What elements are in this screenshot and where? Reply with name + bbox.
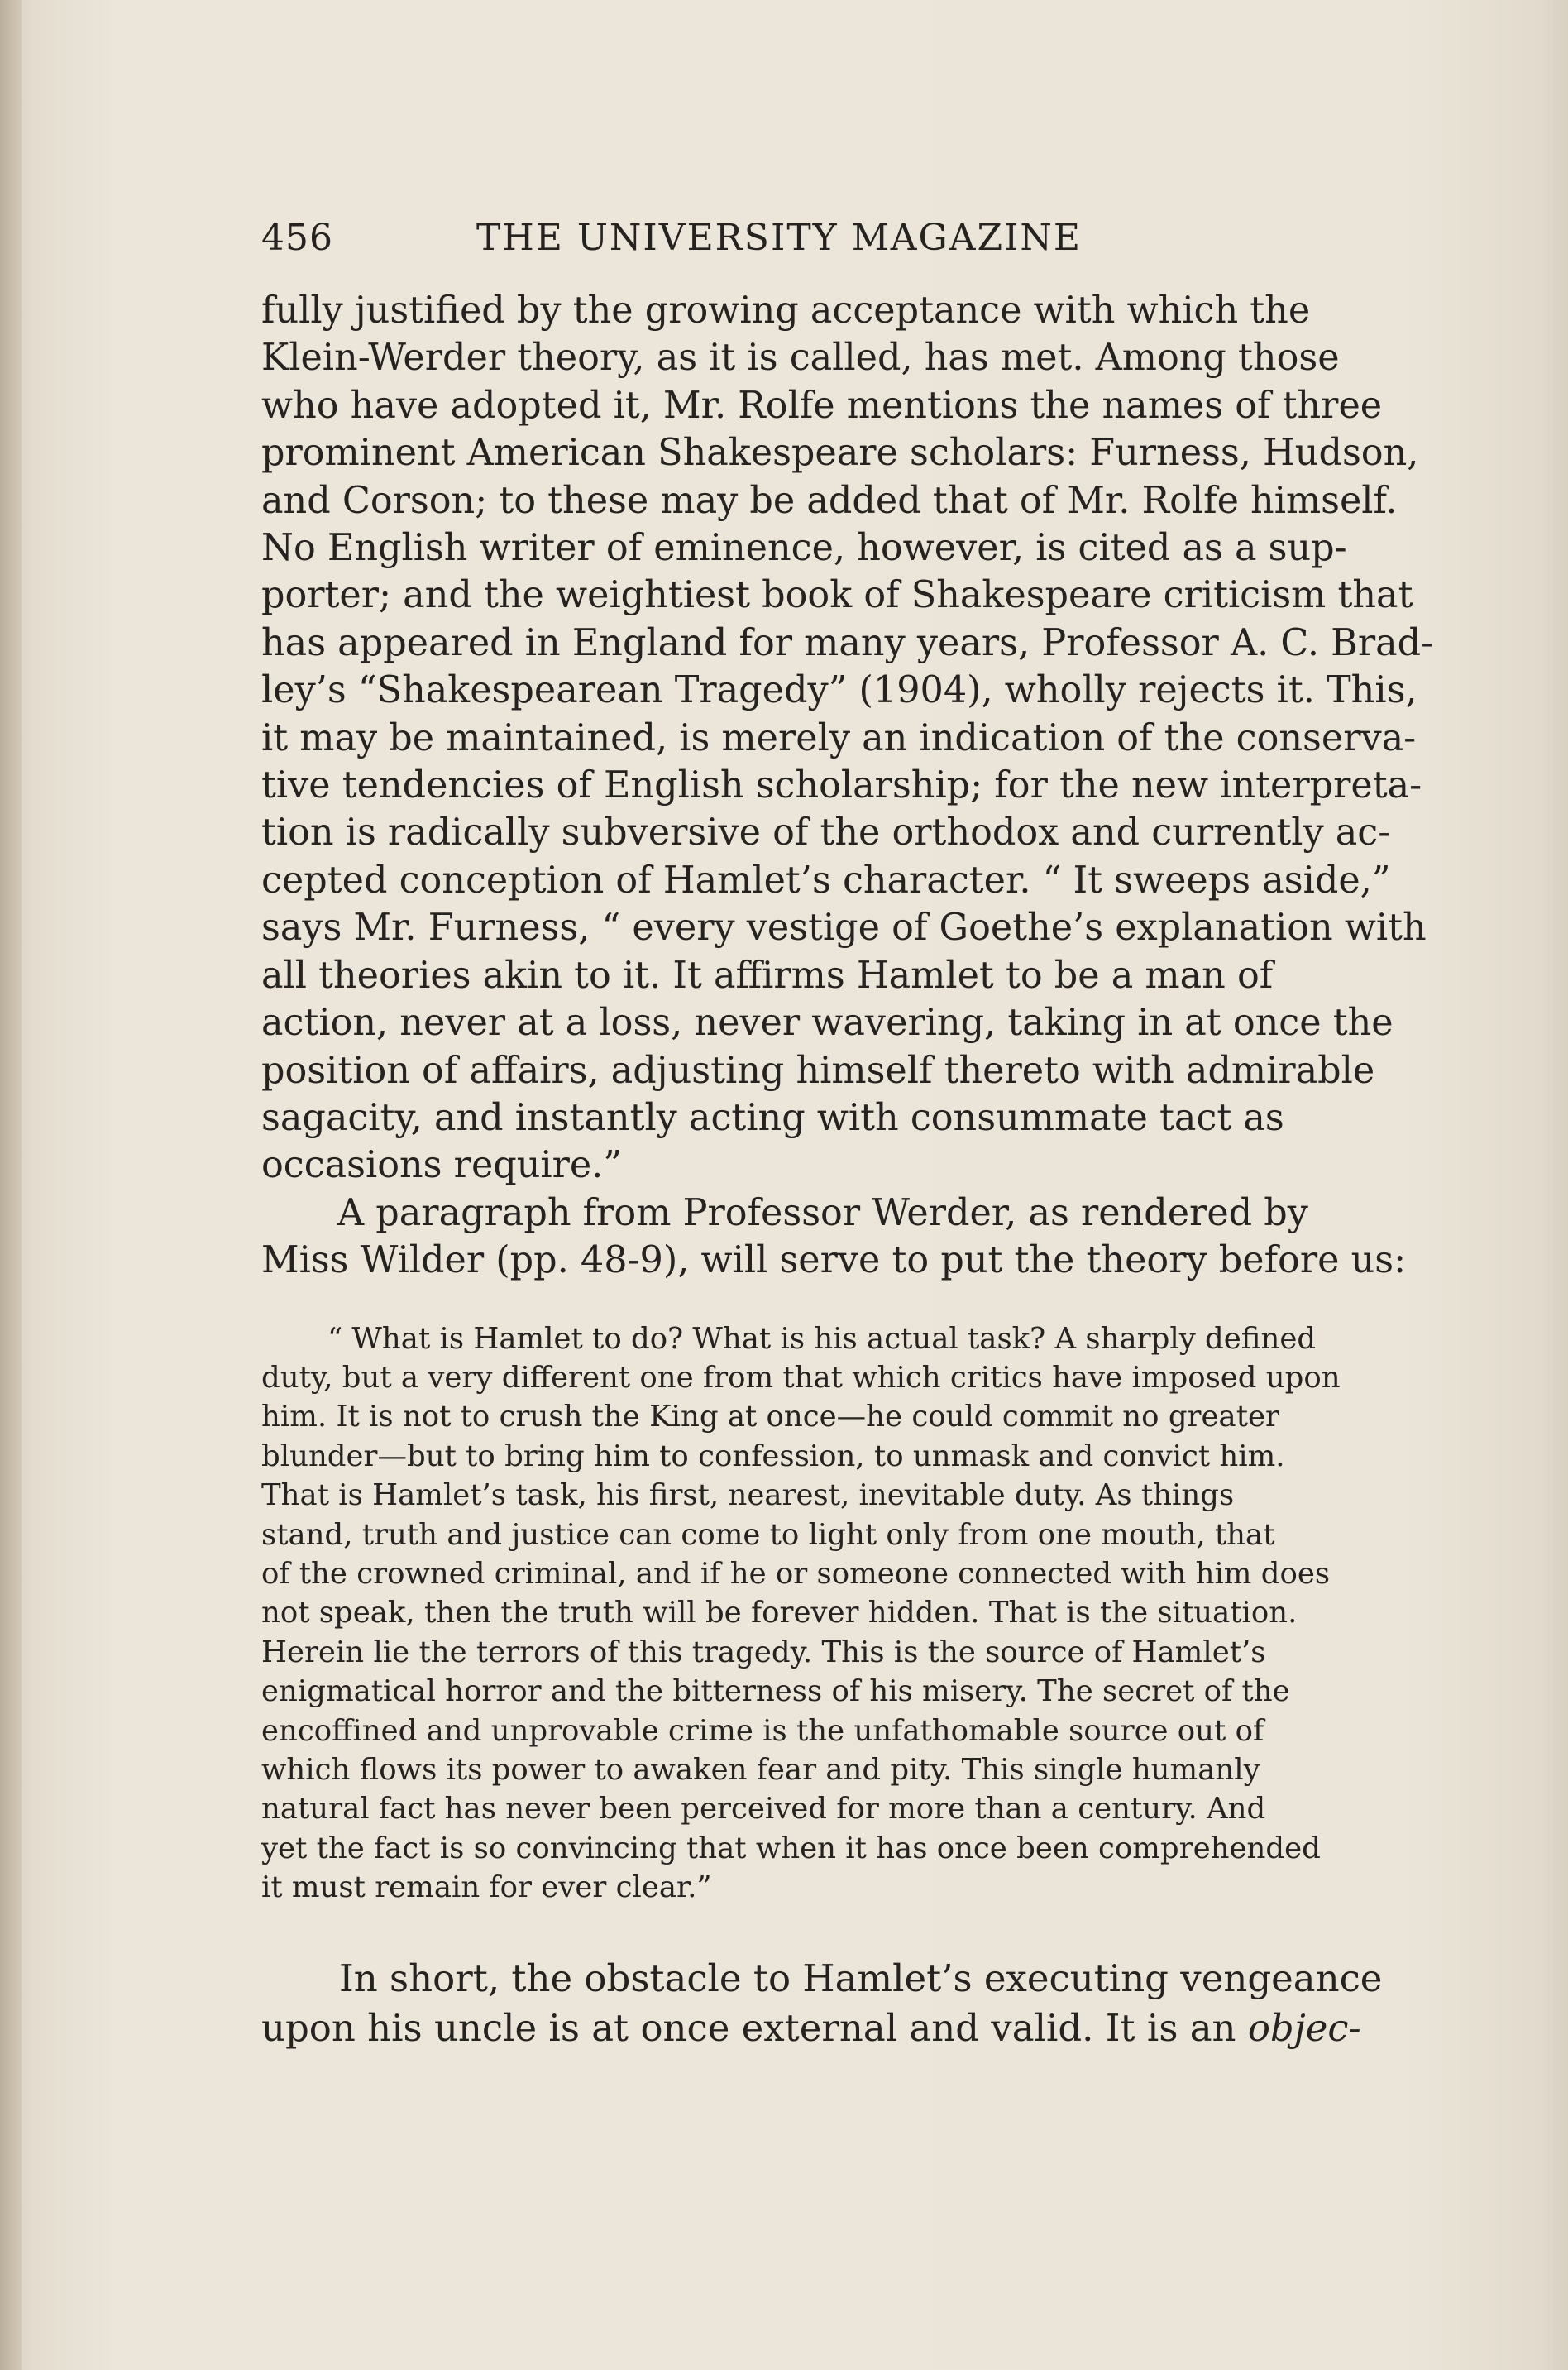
quote-line: encoffined and unprovable crime is the unfathomable source out of — [261, 1713, 1264, 1748]
body-line: porter; and the weightiest book of Shakespeare criticism that — [261, 574, 1413, 617]
body-line: Miss Wilder (pp. 48-9), will serve to put the theory before us: — [261, 1239, 1407, 1282]
body-line: says Mr. Furness, “ every vestige of Goethe’s explanation with — [261, 907, 1427, 950]
running-head: THE UNIVERSITY MAGAZINE — [476, 217, 1083, 259]
body-text — [261, 287, 1434, 1285]
body-line: In short, the obstacle to Hamlet’s executing vengeance — [339, 1956, 1383, 2000]
quote-line: stand, truth and justice can come to light only from one mouth, that — [261, 1517, 1275, 1552]
quote-line: Herein lie the terrors of this tragedy. This is the source of Hamlet’s — [261, 1635, 1266, 1669]
quote-line: enigmatical horror and the bitterness of his misery. The secret of the — [261, 1674, 1290, 1709]
body-line: and Corson; to these may be added that of Mr. Rolfe himself. — [261, 479, 1398, 522]
body-line: fully justified by the growing acceptance with which the — [261, 290, 1311, 332]
body-line: it may be maintained, is merely an indication of the conserva- — [261, 716, 1417, 759]
body-line: has appeared in England for many years, Professor A. C. Brad- — [261, 621, 1434, 664]
body-line: No English writer of eminence, however, is cited as a sup- — [261, 527, 1347, 570]
body-line: tive tendencies of English scholarship; for the new interpreta- — [261, 764, 1422, 807]
quote-line: it must remain for ever clear.” — [261, 1870, 712, 1905]
binding-gutter — [0, 0, 22, 2370]
body-line: who have adopted it, Mr. Rolfe mentions the names of three — [261, 384, 1383, 427]
body-line: Klein-Werder theory, as it is called, has met. Among those — [261, 337, 1340, 380]
body-line: all theories akin to it. It affirms Hamlet to be a man of — [261, 954, 1274, 997]
body-line: prominent American Shakespeare scholars: Furness, Hudson, — [261, 432, 1419, 475]
quote-line: of the crowned criminal, and if he or someone connected with him does — [261, 1556, 1331, 1591]
italic-fragment: objec- — [1247, 2005, 1361, 2050]
body-line: A paragraph from Professor Werder, as rendered by — [337, 1191, 1308, 1234]
body-line: sagacity, and instantly acting with consummate tact as — [261, 1096, 1284, 1139]
body-line: occasions require.” — [261, 1144, 623, 1187]
page-content — [261, 217, 1434, 2053]
quote-line: duty, but a very different one from that which critics have imposed upon — [261, 1360, 1341, 1395]
closing-paragraph — [261, 1954, 1386, 2053]
page-number: 456 — [261, 217, 333, 259]
body-line: tion is radically subversive of the orthodox and currently ac- — [261, 812, 1391, 855]
page-header — [261, 217, 1386, 259]
quote-line: not speak, then the truth will be forever hidden. That is the situation. — [261, 1596, 1298, 1630]
quote-line: That is Hamlet’s task, his first, nearest, inevitable duty. As things — [261, 1478, 1235, 1513]
body-line: cepted conception of Hamlet’s character. “ It sweeps aside,” — [261, 859, 1391, 902]
quote-line: natural fact has never been perceived for more than a century. And — [261, 1792, 1266, 1827]
quote-line: which flows its power to awaken fear and pity. This single humanly — [261, 1753, 1260, 1787]
quote-line: yet the fact is so convincing that when it has once been comprehended — [261, 1831, 1321, 1865]
quote-line: “ What is Hamlet to do? What is his actual task? A sharply defined — [327, 1321, 1317, 1356]
body-line — [261, 2004, 1386, 2053]
body-line: ley’s “Shakespearean Tragedy” (1904), wholly rejects it. This, — [261, 669, 1417, 712]
quote-line: him. It is not to crush the King at once—he could commit no greater — [261, 1400, 1279, 1434]
quote-line: blunder—but to bring him to confession, to unmask and convict him. — [261, 1439, 1285, 1473]
body-line-text: upon his uncle is at once external and valid. It is an — [261, 2005, 1248, 2050]
body-line: action, never at a loss, never wavering, taking in at once the — [261, 1002, 1394, 1045]
block-quote — [261, 1319, 1386, 1908]
body-line: position of affairs, adjusting himself thereto with admirable — [261, 1049, 1375, 1092]
